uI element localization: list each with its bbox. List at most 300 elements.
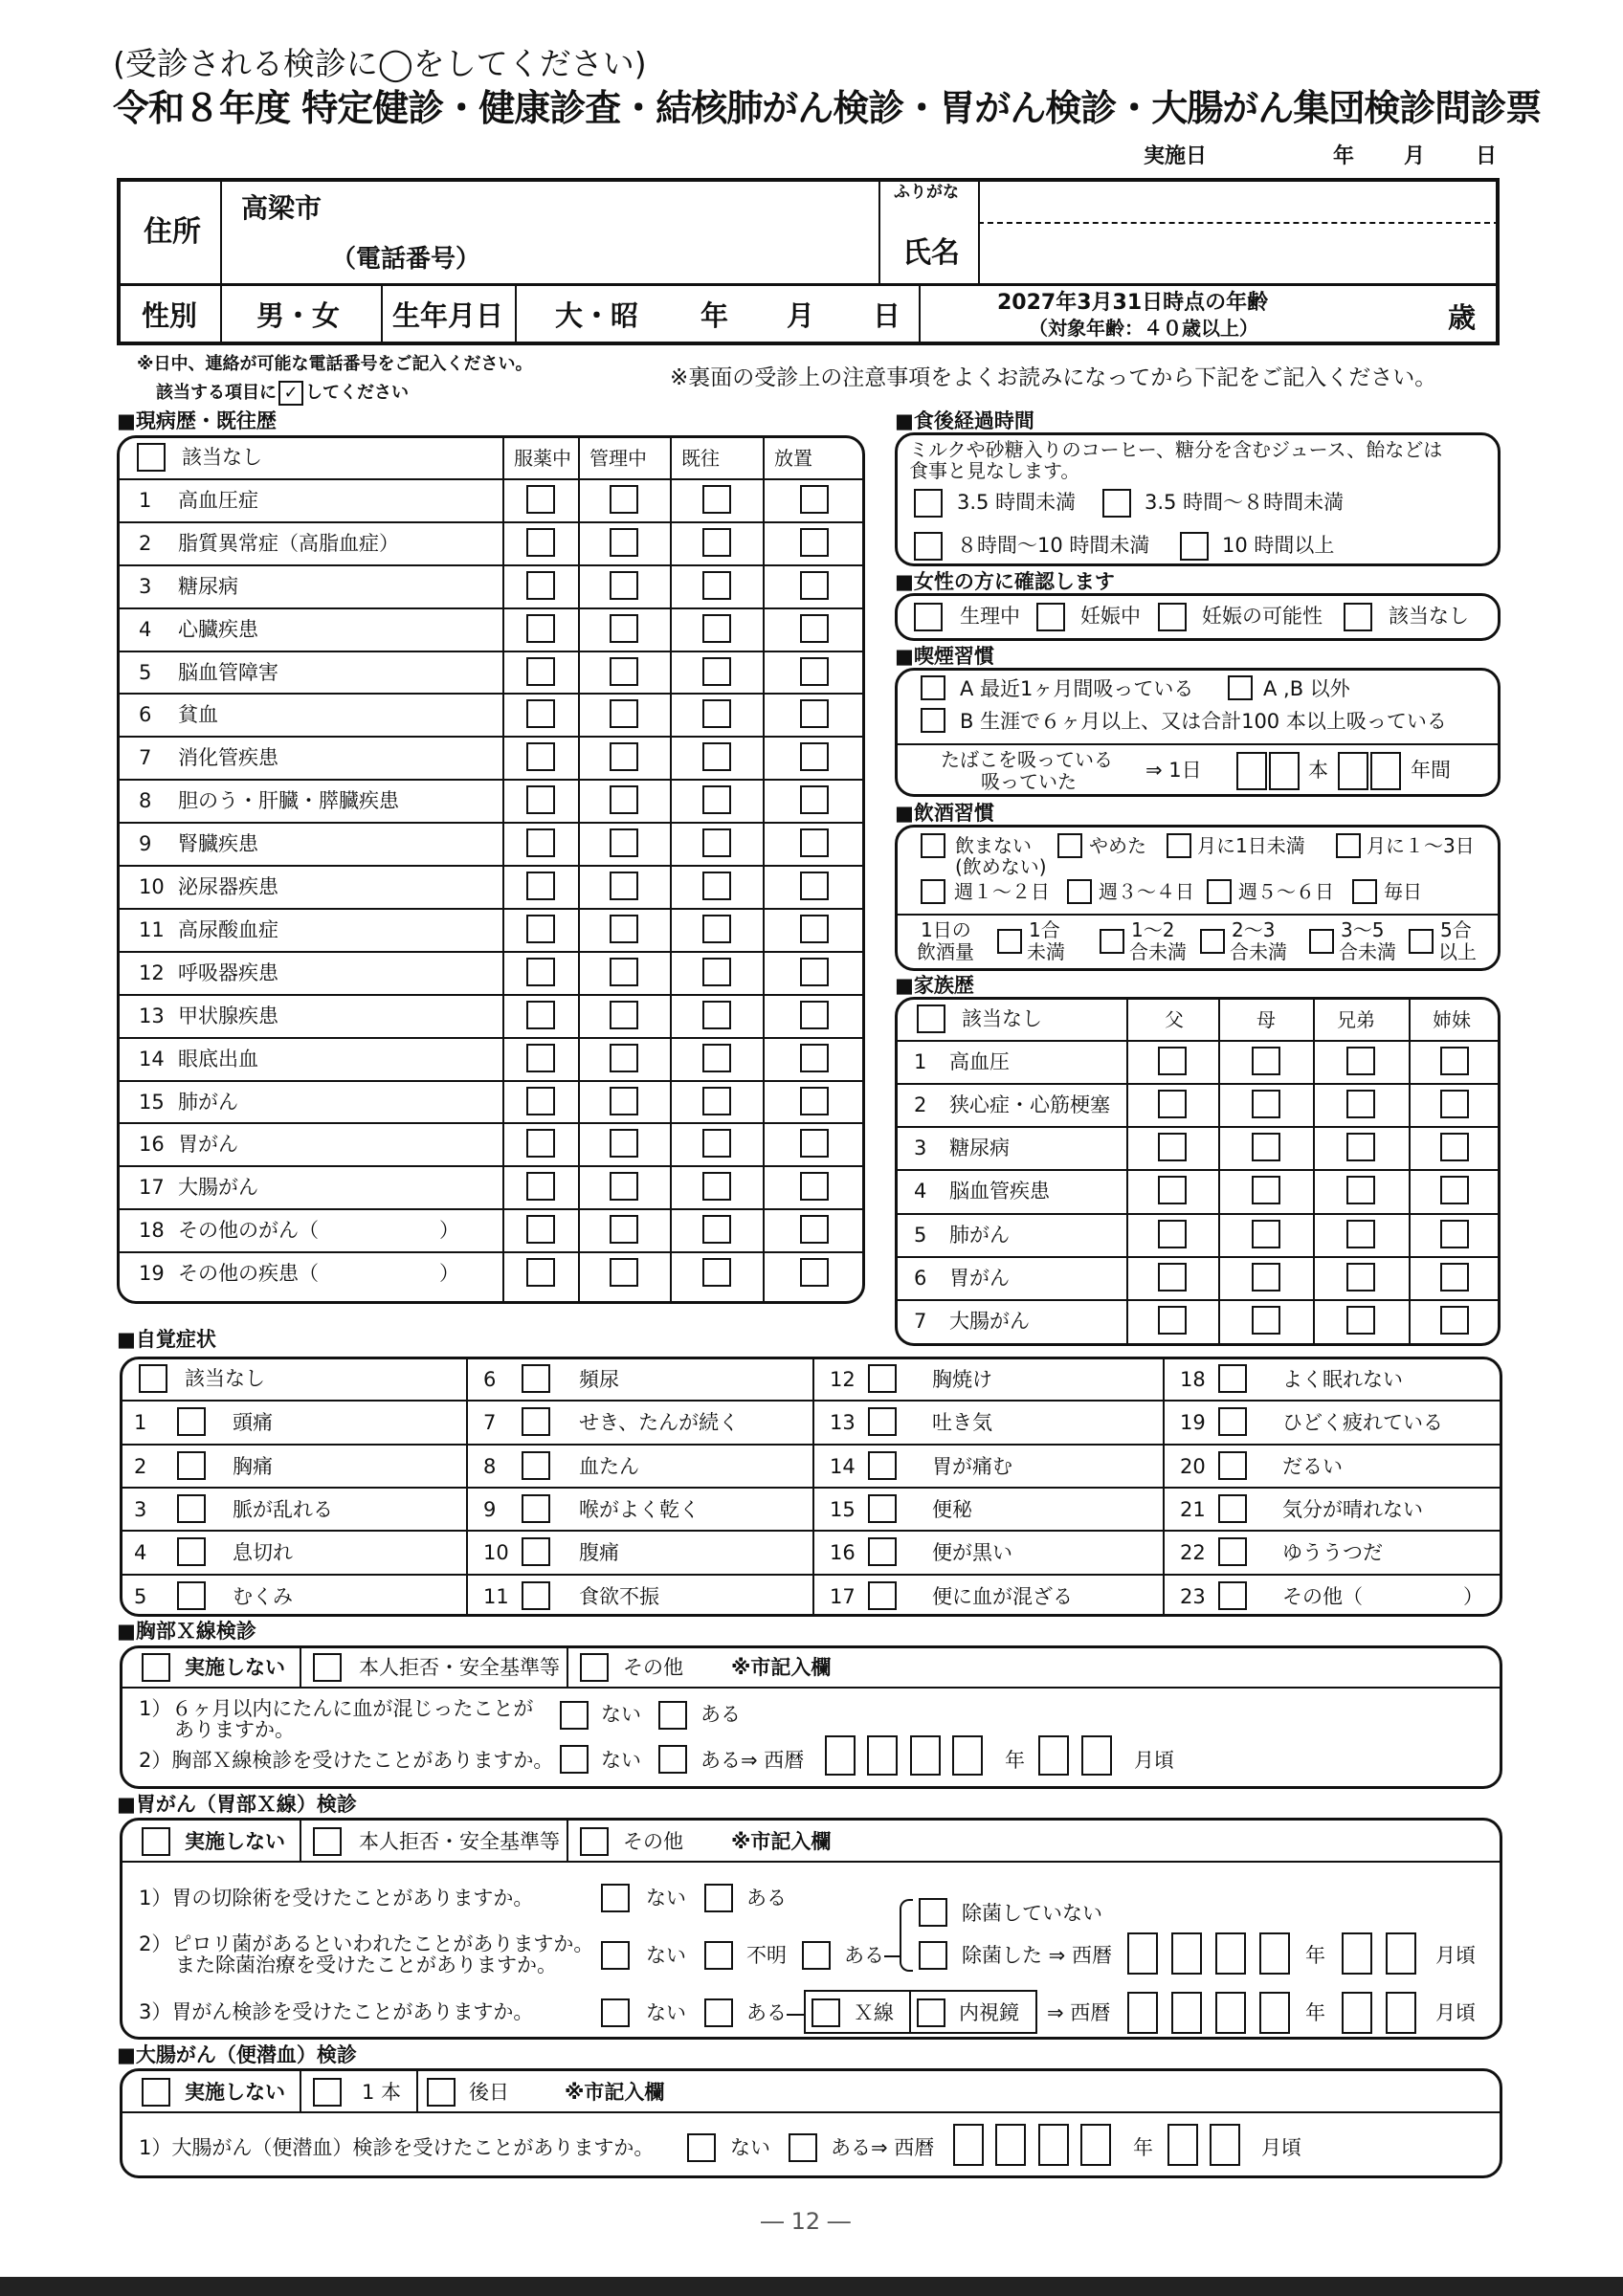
history-row-checkbox[interactable] xyxy=(800,1044,829,1072)
chest-refuse-label: 本人拒否・安全基準等 xyxy=(359,1656,560,1679)
gastric-eradicated-checkbox[interactable] xyxy=(919,1941,947,1970)
gastric-q3-year-digit-1[interactable] xyxy=(1127,1992,1158,2034)
gastric-q2-year-digit-3[interactable] xyxy=(1215,1932,1246,1975)
family-row-checkbox[interactable] xyxy=(1158,1133,1187,1161)
chest-q1-no-checkbox[interactable] xyxy=(560,1701,589,1730)
history-row-checkbox[interactable] xyxy=(800,1001,829,1029)
history-row-checkbox[interactable] xyxy=(800,1172,829,1201)
symptom-checkbox[interactable] xyxy=(1218,1407,1247,1436)
colon-later-checkbox[interactable] xyxy=(427,2078,456,2107)
meal-note-2: 食事と見なします。 xyxy=(909,459,1080,482)
check-note: 該当する項目に ✓ してください xyxy=(156,381,409,406)
family-row-checkbox[interactable] xyxy=(1346,1133,1375,1161)
gastric-q3-month-label: 月頃 xyxy=(1435,2001,1476,2024)
symptom-checkbox[interactable] xyxy=(522,1537,550,1566)
symptom-label: 頻尿 xyxy=(579,1368,619,1391)
furigana-field[interactable] xyxy=(980,182,1497,220)
history-row-label: 貧血 xyxy=(178,703,218,727)
history-row-no: 19 xyxy=(139,1262,165,1286)
history-row-checkbox[interactable] xyxy=(610,828,638,857)
history-row-checkbox[interactable] xyxy=(702,742,731,771)
drink-amount-checkbox[interactable] xyxy=(1200,929,1225,954)
family-row-checkbox[interactable] xyxy=(1158,1176,1187,1204)
gastric-not-done-label: 実施しない xyxy=(185,1830,285,1853)
colon-q1-no-checkbox[interactable] xyxy=(687,2133,716,2162)
history-row-checkbox[interactable] xyxy=(526,1087,555,1115)
family-row-checkbox[interactable] xyxy=(1158,1090,1187,1118)
chest-q2-no-checkbox[interactable] xyxy=(560,1745,589,1774)
family-row-no: 2 xyxy=(914,1093,927,1117)
gastric-q3-year-digit-3[interactable] xyxy=(1215,1992,1246,2034)
history-row-checkbox[interactable] xyxy=(702,699,731,728)
female-opt2-label: 妊娠中 xyxy=(1080,605,1141,628)
history-row-checkbox[interactable] xyxy=(526,1129,555,1158)
colon-year-digit-4[interactable] xyxy=(1080,2124,1111,2166)
colon-q1-yes-label: ある⇒ 西暦 xyxy=(831,2136,935,2159)
history-row-checkbox[interactable] xyxy=(526,614,555,643)
drink-freq5-label: 週１～２日 xyxy=(954,880,1050,903)
family-row-checkbox[interactable] xyxy=(1346,1263,1375,1292)
gastric-q2-month-digit-1[interactable] xyxy=(1342,1932,1372,1975)
symptom-checkbox[interactable] xyxy=(522,1581,550,1610)
chest-section-title: ■胸部Ｘ線検診 xyxy=(117,1620,256,1643)
history-row-checkbox[interactable] xyxy=(610,1258,638,1287)
history-row-checkbox[interactable] xyxy=(800,1129,829,1158)
family-row-checkbox[interactable] xyxy=(1252,1263,1280,1292)
colon-city-note: ※市記入欄 xyxy=(565,2081,665,2104)
family-none-checkbox[interactable] xyxy=(917,1004,945,1033)
colon-q1-yes-checkbox[interactable] xyxy=(789,2133,817,2162)
gastric-q3-yes-checkbox[interactable] xyxy=(704,1998,733,2027)
family-row-checkbox[interactable] xyxy=(1440,1306,1469,1335)
history-row-checkbox[interactable] xyxy=(526,742,555,771)
symptom-no: 22 xyxy=(1180,1541,1206,1565)
history-row-checkbox[interactable] xyxy=(702,485,731,514)
history-row-checkbox[interactable] xyxy=(610,1087,638,1115)
symptom-checkbox[interactable] xyxy=(868,1451,897,1480)
history-row-checkbox[interactable] xyxy=(702,1087,731,1115)
history-row-checkbox[interactable] xyxy=(702,1215,731,1244)
gastric-q2-year-digit-2[interactable] xyxy=(1171,1932,1202,1975)
history-row-checkbox[interactable] xyxy=(610,657,638,686)
years-digit-1[interactable] xyxy=(1338,752,1368,790)
drink-amount-label-1: 1日の xyxy=(921,918,971,941)
history-row-no: 7 xyxy=(139,746,152,770)
history-row-checkbox[interactable] xyxy=(702,958,731,986)
history-row-checkbox[interactable] xyxy=(610,571,638,600)
symptoms-section-title: ■自覚症状 xyxy=(117,1328,216,1351)
history-row-checkbox[interactable] xyxy=(702,872,731,900)
symptom-checkbox[interactable] xyxy=(868,1581,897,1610)
history-row-no: 18 xyxy=(139,1219,165,1243)
symptom-checkbox[interactable] xyxy=(1218,1581,1247,1610)
history-row-checkbox[interactable] xyxy=(610,742,638,771)
history-row-checkbox[interactable] xyxy=(610,958,638,986)
age-note: 2027年3月31日時点の年齢 xyxy=(997,291,1269,315)
gastric-q2-year-label: 年 xyxy=(1305,1944,1325,1967)
history-row-checkbox[interactable] xyxy=(526,699,555,728)
history-row-checkbox[interactable] xyxy=(526,915,555,943)
chest-other-checkbox[interactable] xyxy=(580,1653,609,1682)
history-row-checkbox[interactable] xyxy=(526,1044,555,1072)
gastric-q3: 3）胃がん検診を受けたことがありますか。 xyxy=(139,2000,534,2023)
gastric-q3-year-digit-2[interactable] xyxy=(1171,1992,1202,2034)
history-row-checkbox[interactable] xyxy=(800,1215,829,1244)
chest-q1-no-label: ない xyxy=(601,1703,641,1726)
history-row-checkbox[interactable] xyxy=(702,1044,731,1072)
history-row-checkbox[interactable] xyxy=(526,1001,555,1029)
history-row-checkbox[interactable] xyxy=(702,785,731,814)
history-row-checkbox[interactable] xyxy=(800,528,829,557)
meal-opt1-label: 3.5 時間未満 xyxy=(957,491,1077,514)
history-row-checkbox[interactable] xyxy=(800,785,829,814)
colon-not-done-checkbox[interactable] xyxy=(142,2078,170,2107)
symptom-no: 2 xyxy=(134,1454,147,1478)
history-row-checkbox[interactable] xyxy=(610,785,638,814)
colon-month-digit-1[interactable] xyxy=(1167,2124,1198,2166)
history-row-checkbox[interactable] xyxy=(800,1258,829,1287)
gastric-q2-month-digit-2[interactable] xyxy=(1386,1932,1416,1975)
female-opt1-checkbox[interactable] xyxy=(914,603,943,631)
family-row-checkbox[interactable] xyxy=(1252,1133,1280,1161)
history-row-checkbox[interactable] xyxy=(800,699,829,728)
symptom-checkbox[interactable] xyxy=(1218,1537,1247,1566)
chest-q2-no-label: ない xyxy=(601,1749,641,1772)
family-row-checkbox[interactable] xyxy=(1158,1263,1187,1292)
colon-year-digit-1[interactable] xyxy=(953,2124,984,2166)
smoking-ab-checkbox[interactable] xyxy=(1228,675,1253,700)
family-row-checkbox[interactable] xyxy=(1440,1263,1469,1292)
symptom-checkbox[interactable] xyxy=(522,1407,550,1436)
symptom-no: 15 xyxy=(830,1497,856,1521)
female-opt4-label: 該当なし xyxy=(1389,605,1469,628)
colon-month-digit-2[interactable] xyxy=(1210,2124,1240,2166)
drink-amount-checkbox[interactable] xyxy=(1309,929,1334,954)
symptom-checkbox[interactable] xyxy=(1218,1451,1247,1480)
history-row-checkbox[interactable] xyxy=(800,1087,829,1115)
history-row-checkbox[interactable] xyxy=(610,1044,638,1072)
gastric-q1-yes-checkbox[interactable] xyxy=(704,1884,733,1912)
female-opt4-checkbox[interactable] xyxy=(1344,603,1372,631)
drink-freq4-checkbox[interactable] xyxy=(1336,833,1361,858)
family-row-checkbox[interactable] xyxy=(1346,1090,1375,1118)
history-row-checkbox[interactable] xyxy=(702,614,731,643)
family-row-checkbox[interactable] xyxy=(1440,1133,1469,1161)
history-row-checkbox[interactable] xyxy=(526,785,555,814)
meal-opt1-checkbox[interactable] xyxy=(914,489,943,518)
sex-options[interactable]: 男・女 xyxy=(256,299,341,332)
history-row-checkbox[interactable] xyxy=(526,828,555,857)
symptom-no: 18 xyxy=(1180,1368,1206,1391)
history-row-checkbox[interactable] xyxy=(526,1258,555,1287)
history-row-checkbox[interactable] xyxy=(526,657,555,686)
birth-year: 年 xyxy=(700,299,729,332)
symptom-label: 頭痛 xyxy=(233,1411,273,1435)
gastric-q2-no-checkbox[interactable] xyxy=(601,1941,630,1970)
gastric-q2-unknown-checkbox[interactable] xyxy=(704,1941,733,1970)
history-row-checkbox[interactable] xyxy=(526,528,555,557)
birth-day: 日 xyxy=(873,299,901,332)
family-row-checkbox[interactable] xyxy=(1158,1220,1187,1248)
family-row-checkbox[interactable] xyxy=(1252,1090,1280,1118)
family-row-checkbox[interactable] xyxy=(1158,1047,1187,1075)
history-row-checkbox[interactable] xyxy=(526,1172,555,1201)
gastric-refuse-checkbox[interactable] xyxy=(313,1827,342,1856)
cigs-digit-2[interactable] xyxy=(1269,752,1300,790)
drink-freq7-checkbox[interactable] xyxy=(1207,879,1232,904)
chest-q1-yes-checkbox[interactable] xyxy=(658,1701,687,1730)
gastric-xray-checkbox[interactable] xyxy=(812,1998,840,2027)
history-row-checkbox[interactable] xyxy=(526,485,555,514)
history-row-checkbox[interactable] xyxy=(800,828,829,857)
drink-freq8-checkbox[interactable] xyxy=(1352,879,1377,904)
symptom-checkbox[interactable] xyxy=(177,1451,206,1480)
smoking-a-checkbox[interactable] xyxy=(921,675,945,700)
history-row-checkbox[interactable] xyxy=(610,485,638,514)
family-row-label: 脳血管疾患 xyxy=(949,1180,1050,1203)
drink-freq6-checkbox[interactable] xyxy=(1067,879,1092,904)
family-row-no: 6 xyxy=(914,1266,927,1290)
symptom-checkbox[interactable] xyxy=(177,1581,206,1610)
drink-freq2-checkbox[interactable] xyxy=(1057,833,1082,858)
history-col-header: 管理中 xyxy=(589,447,647,470)
gastric-q1-no-checkbox[interactable] xyxy=(601,1884,630,1912)
symptom-checkbox[interactable] xyxy=(522,1494,550,1523)
drink-freq7-label: 週５～６日 xyxy=(1238,880,1334,903)
symptom-checkbox[interactable] xyxy=(868,1364,897,1393)
family-row-checkbox[interactable] xyxy=(1440,1047,1469,1075)
chest-year-digit-2[interactable] xyxy=(867,1735,898,1776)
symptom-checkbox[interactable] xyxy=(522,1364,550,1393)
history-row-checkbox[interactable] xyxy=(610,614,638,643)
symptom-checkbox[interactable] xyxy=(1218,1364,1247,1393)
years-digit-2[interactable] xyxy=(1370,752,1401,790)
history-row-checkbox[interactable] xyxy=(800,915,829,943)
history-row-checkbox[interactable] xyxy=(610,872,638,900)
gastric-q2-b: また除菌治療を受けたことがありますか。 xyxy=(175,1954,557,1976)
history-row-label: 甲状腺疾患 xyxy=(178,1004,278,1027)
chest-year-digit-4[interactable] xyxy=(952,1735,983,1776)
history-row-label: 胃がん xyxy=(178,1133,238,1157)
family-row-label: 狭心症・心筋梗塞 xyxy=(949,1093,1110,1117)
history-row-checkbox[interactable] xyxy=(702,1172,731,1201)
family-row-checkbox[interactable] xyxy=(1346,1306,1375,1335)
history-row-checkbox[interactable] xyxy=(610,1129,638,1158)
birth-month: 月 xyxy=(787,299,815,332)
family-row-checkbox[interactable] xyxy=(1440,1176,1469,1204)
female-opt1-label: 生理中 xyxy=(960,605,1020,628)
history-row-checkbox[interactable] xyxy=(702,1001,731,1029)
chest-refuse-checkbox[interactable] xyxy=(313,1653,342,1682)
history-row-label: 脂質異常症（高脂血症） xyxy=(178,531,399,555)
date-day: 日 xyxy=(1476,144,1498,168)
symptom-checkbox[interactable] xyxy=(177,1537,206,1566)
gastric-q3-arrow: ⇒ 西暦 xyxy=(1047,2001,1111,2024)
gastric-q2-year-digit-1[interactable] xyxy=(1127,1932,1158,1975)
history-row-checkbox[interactable] xyxy=(526,1215,555,1244)
female-opt3-checkbox[interactable] xyxy=(1158,603,1187,631)
history-row-checkbox[interactable] xyxy=(526,571,555,600)
symptom-checkbox[interactable] xyxy=(177,1494,206,1523)
family-row-checkbox[interactable] xyxy=(1346,1047,1375,1075)
family-row-checkbox[interactable] xyxy=(1346,1176,1375,1204)
symptom-label: 胸痛 xyxy=(233,1454,273,1478)
history-row-checkbox[interactable] xyxy=(800,742,829,771)
family-row-checkbox[interactable] xyxy=(1252,1220,1280,1248)
symptom-label: 喉がよく乾く xyxy=(579,1497,700,1521)
history-row-checkbox[interactable] xyxy=(526,958,555,986)
symptom-checkbox[interactable] xyxy=(177,1407,206,1436)
family-row-checkbox[interactable] xyxy=(1440,1090,1469,1118)
history-row-label: 大腸がん xyxy=(178,1176,258,1200)
history-none-checkbox[interactable] xyxy=(137,443,166,472)
address-field[interactable]: 高梁市 xyxy=(241,192,322,224)
gastric-other-checkbox[interactable] xyxy=(580,1827,609,1856)
family-row-checkbox[interactable] xyxy=(1440,1220,1469,1248)
history-row-checkbox[interactable] xyxy=(702,657,731,686)
gastric-q2-no-label: ない xyxy=(646,1944,686,1967)
family-row-checkbox[interactable] xyxy=(1252,1306,1280,1335)
history-row-checkbox[interactable] xyxy=(702,915,731,943)
chest-year-digit-3[interactable] xyxy=(910,1735,941,1776)
history-row-checkbox[interactable] xyxy=(800,571,829,600)
meal-opt2-checkbox[interactable] xyxy=(1102,489,1131,518)
symptom-label: 血たん xyxy=(579,1454,639,1478)
symptom-label: その他（ ） xyxy=(1282,1584,1483,1608)
symptom-no: 11 xyxy=(483,1584,509,1608)
history-row-checkbox[interactable] xyxy=(800,872,829,900)
history-row-label: その他の疾患（ ） xyxy=(178,1262,459,1286)
cigs-digit-1[interactable] xyxy=(1236,752,1267,790)
history-row-checkbox[interactable] xyxy=(800,614,829,643)
history-row-checkbox[interactable] xyxy=(702,528,731,557)
drink-amount-checkbox[interactable] xyxy=(1100,929,1124,954)
history-section-title: ■現病歴・既往歴 xyxy=(117,409,277,432)
family-none-label: 該当なし xyxy=(962,1007,1042,1030)
symptom-checkbox[interactable] xyxy=(1218,1494,1247,1523)
phone-label[interactable]: （電話番号） xyxy=(331,245,481,274)
drink-freq1b-label: (飲めない) xyxy=(955,855,1047,878)
name-field[interactable] xyxy=(980,225,1497,280)
gastric-not-done-checkbox[interactable] xyxy=(142,1827,170,1856)
history-row-label: 呼吸器疾患 xyxy=(178,960,278,984)
symptom-checkbox[interactable] xyxy=(868,1407,897,1436)
family-row-checkbox[interactable] xyxy=(1252,1176,1280,1204)
history-row-checkbox[interactable] xyxy=(702,571,731,600)
gastric-q3-month-digit-1[interactable] xyxy=(1342,1992,1372,2034)
meal-opt4-checkbox[interactable] xyxy=(1180,532,1209,561)
family-row-no: 1 xyxy=(914,1050,927,1074)
meal-opt3-checkbox[interactable] xyxy=(914,532,943,561)
family-row-checkbox[interactable] xyxy=(1158,1306,1187,1335)
drink-amount-checkbox[interactable] xyxy=(997,929,1022,954)
era-options[interactable]: 大・昭 xyxy=(555,299,639,332)
history-col-header: 既往 xyxy=(681,447,720,470)
chest-not-done-checkbox[interactable] xyxy=(142,1653,170,1682)
drink-amount-checkbox[interactable] xyxy=(1409,929,1434,954)
gastric-endoscope-label: 内視鏡 xyxy=(959,2001,1019,2024)
drink-freq5-checkbox[interactable] xyxy=(921,879,945,904)
gastric-q1-no-label: ない xyxy=(646,1887,686,1910)
history-row-checkbox[interactable] xyxy=(610,528,638,557)
drink-freq3-checkbox[interactable] xyxy=(1167,833,1191,858)
symptom-no: 9 xyxy=(483,1497,497,1521)
history-row-checkbox[interactable] xyxy=(702,1258,731,1287)
history-row-checkbox[interactable] xyxy=(610,1001,638,1029)
family-row-checkbox[interactable] xyxy=(1252,1047,1280,1075)
symptom-checkbox[interactable] xyxy=(868,1494,897,1523)
history-row-checkbox[interactable] xyxy=(526,872,555,900)
gastric-q3-year-label: 年 xyxy=(1305,2001,1325,2024)
female-section-title: ■女性の方に確認します xyxy=(895,570,1115,593)
colon-year-digit-3[interactable] xyxy=(1038,2124,1069,2166)
gastric-q2-yes-checkbox[interactable] xyxy=(802,1941,831,1970)
colon-not-done-label: 実施しない xyxy=(185,2081,285,2104)
gastric-q2-month-label: 月頃 xyxy=(1435,1944,1476,1967)
history-row-checkbox[interactable] xyxy=(610,699,638,728)
history-row-checkbox[interactable] xyxy=(800,958,829,986)
history-row-checkbox[interactable] xyxy=(800,485,829,514)
gastric-not-eradicated-checkbox[interactable] xyxy=(919,1898,947,1927)
symptom-label: 胃が痛む xyxy=(932,1454,1012,1478)
female-opt2-checkbox[interactable] xyxy=(1036,603,1065,631)
gastric-q2-year-digit-4[interactable] xyxy=(1259,1932,1290,1975)
drink-freq1-label: 飲まない xyxy=(955,834,1032,857)
history-row-no: 16 xyxy=(139,1133,165,1157)
history-row-checkbox[interactable] xyxy=(610,1215,638,1244)
history-row-checkbox[interactable] xyxy=(610,915,638,943)
gastric-q3-no-checkbox[interactable] xyxy=(601,1998,630,2027)
chest-q1-b: ありますか。 xyxy=(174,1718,295,1741)
drink-amount-b: 以上 xyxy=(1438,940,1477,963)
date-year: 年 xyxy=(1333,144,1355,168)
symptom-label: ひどく疲れている xyxy=(1282,1411,1443,1435)
family-row-checkbox[interactable] xyxy=(1346,1220,1375,1248)
history-row-checkbox[interactable] xyxy=(702,1129,731,1158)
colon-year-digit-2[interactable] xyxy=(995,2124,1026,2166)
gastric-eradicated-label: 除菌した ⇒ 西暦 xyxy=(962,1944,1112,1967)
history-row-checkbox[interactable] xyxy=(702,828,731,857)
history-row-checkbox[interactable] xyxy=(610,1172,638,1201)
history-row-no: 13 xyxy=(139,1004,165,1027)
gastric-endoscope-checkbox[interactable] xyxy=(917,1998,945,2027)
drink-freq1-checkbox[interactable] xyxy=(921,833,945,858)
history-row-no: 15 xyxy=(139,1090,165,1114)
colon-section-title: ■大腸がん（便潜血）検診 xyxy=(117,2043,357,2066)
history-row-no: 8 xyxy=(139,789,152,813)
gastric-q1-yes-label: ある xyxy=(746,1887,787,1910)
chest-year-label: 年 xyxy=(1005,1749,1025,1772)
drinking-section-title: ■飲酒習慣 xyxy=(895,802,994,825)
symptom-checkbox[interactable] xyxy=(868,1537,897,1566)
history-row-no: 4 xyxy=(139,617,152,641)
symptoms-none-checkbox[interactable] xyxy=(139,1364,167,1393)
drink-amount-a: 1合 xyxy=(1029,918,1060,941)
symptom-no: 16 xyxy=(830,1541,856,1565)
name-label: 氏名 xyxy=(902,236,960,270)
chest-month-digit-2[interactable] xyxy=(1081,1735,1112,1776)
colon-one-checkbox[interactable] xyxy=(313,2078,342,2107)
history-row-checkbox[interactable] xyxy=(800,657,829,686)
chest-q2-yes-checkbox[interactable] xyxy=(658,1745,687,1774)
chest-year-digit-1[interactable] xyxy=(825,1735,856,1776)
smoking-b-checkbox[interactable] xyxy=(921,708,945,733)
gastric-q3-year-digit-4[interactable] xyxy=(1259,1992,1290,2034)
history-none-label: 該当なし xyxy=(182,446,262,469)
chest-month-digit-1[interactable] xyxy=(1038,1735,1069,1776)
gastric-q3-month-digit-2[interactable] xyxy=(1386,1992,1416,2034)
symptom-checkbox[interactable] xyxy=(522,1451,550,1480)
